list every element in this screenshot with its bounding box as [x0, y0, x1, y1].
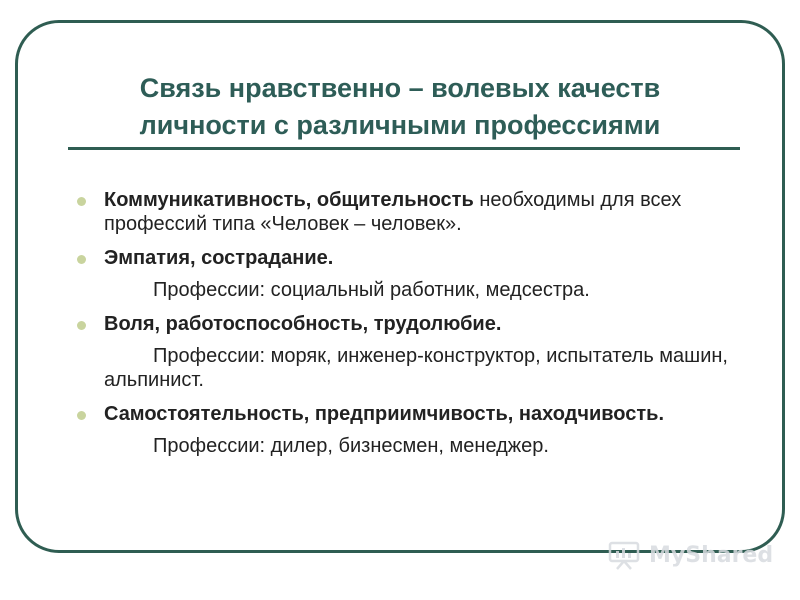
slide-title — [60, 70, 740, 144]
slide-title-line-1: Связь нравственно – волевых качеств — [139, 73, 661, 103]
list-item — [74, 188, 734, 236]
slide-title-line-2: личности с различными профессиями — [139, 110, 661, 140]
quality-name: Воля, работоспособность, трудолюбие. — [104, 313, 502, 335]
qualities-list — [74, 188, 734, 468]
quality-name: Эмпатия, сострадание. — [104, 247, 334, 269]
bullet-icon — [77, 255, 86, 264]
quality-description: необходимы для всех профессий типа «Человек – человек». — [104, 189, 682, 235]
watermark-text: MyShared — [649, 542, 774, 568]
bullet-icon — [77, 321, 86, 330]
quality-name: Самостоятельность, предприимчивость, находчивость. — [104, 403, 664, 425]
list-item — [74, 402, 734, 458]
bullet-icon — [77, 197, 86, 206]
professions-line — [104, 278, 734, 302]
professions-text: Профессии: социальный работник, медсестра. — [153, 279, 590, 301]
list-item — [74, 312, 734, 392]
list-item — [74, 246, 734, 302]
professions-text: Профессии: дилер, бизнесмен, менеджер. — [153, 435, 549, 457]
professions-text: Профессии: моряк, инженер-конструктор, испытатель машин, альпинист. — [104, 345, 728, 391]
presentation-board-icon — [607, 538, 641, 572]
professions-line — [104, 434, 734, 458]
watermark — [607, 535, 773, 575]
quality-name: Коммуникативность, общительность — [104, 189, 474, 211]
title-divider — [68, 147, 740, 150]
bullet-icon — [77, 411, 86, 420]
professions-line — [104, 344, 734, 392]
